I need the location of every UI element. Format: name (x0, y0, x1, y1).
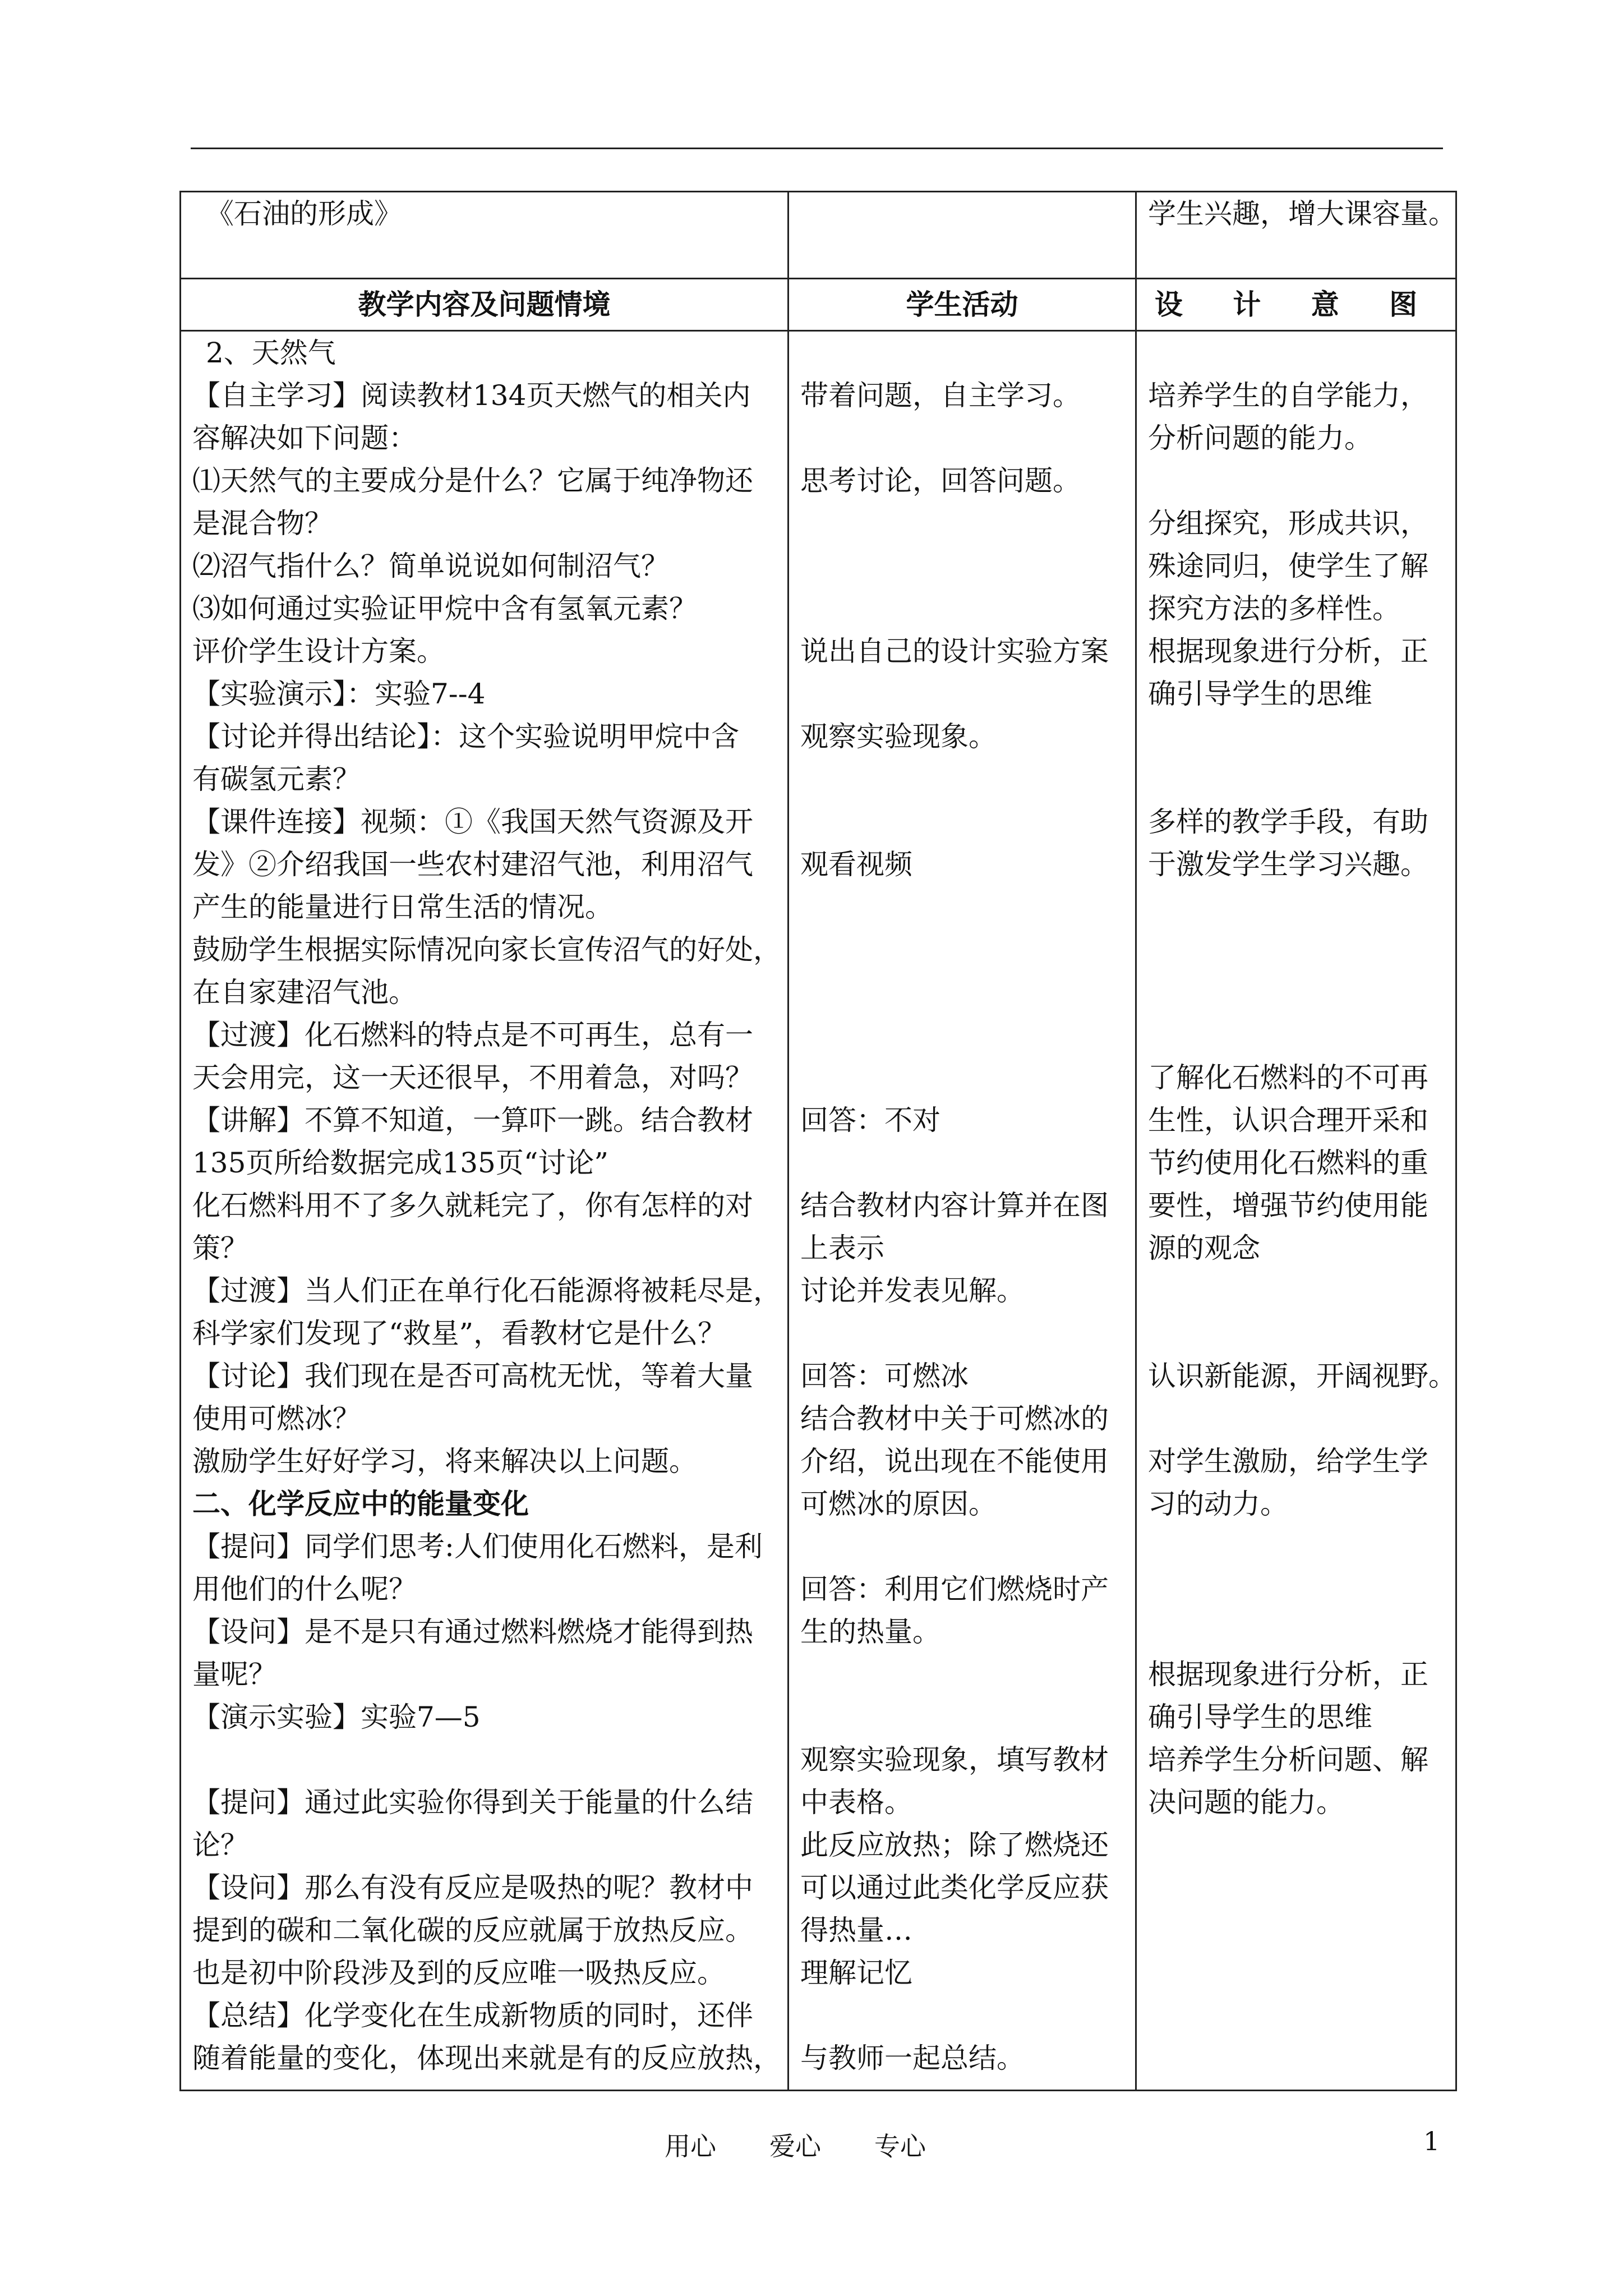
col2-line: 观看视频 (800, 848, 912, 881)
page-number: 1 (1423, 2126, 1440, 2156)
col1-line: 二、化学反应中的能量变化 (192, 1487, 529, 1520)
col3-line (1148, 459, 1444, 502)
col2-line (800, 758, 1124, 800)
col1-line: 【提问】通过此实验你得到关于能量的什么结 (192, 1786, 753, 1819)
col1-line: 【讨论并得出结论】：这个实验说明甲烷中含 (192, 720, 739, 753)
col2-line: 可以通过此类化学反应获 (800, 1871, 1109, 1904)
col2-line (800, 800, 1124, 843)
col3-line (1148, 971, 1444, 1014)
col1-line: 在自家建沼气池。 (192, 976, 417, 1009)
col1-line: 也是初中阶段涉及到的反应唯一吸热反应。 (192, 1957, 725, 1989)
col1-line: 化石燃料用不了多久就耗完了，你有怎样的对 (192, 1189, 753, 1222)
col2-line: 生的热量。 (800, 1616, 940, 1648)
table-header-row (181, 279, 1456, 331)
col2-line (800, 1014, 1124, 1056)
footer-word: 用心 (665, 2131, 716, 2161)
col2-line (800, 1056, 1124, 1099)
col1-line: 评价学生设计方案。 (192, 635, 445, 668)
col1-line: ⑵沼气指什么？简单说说如何制沼气？ (192, 550, 669, 582)
design-intent-cell (1136, 331, 1456, 2091)
col2-line: 此反应放热；除了燃烧还 (800, 1829, 1109, 1861)
col1-line: ⑴天然气的主要成分是什么？它属于纯净物还 (192, 464, 753, 497)
col2-line (800, 1653, 1124, 1696)
teaching-content-cell (181, 331, 789, 2091)
table-body-row (181, 331, 1456, 2091)
col2-line: 回答：利用它们燃烧时产 (800, 1573, 1109, 1605)
col3-line: 根据现象进行分析，正 (1148, 1658, 1428, 1691)
col1-line: 135页所给数据完成135页“讨论” (192, 1147, 608, 1179)
col3-line (1148, 1568, 1444, 1611)
col1-line: 鼓励学生根据实际情况向家长宣传沼气的好处， (192, 933, 781, 966)
col3-line: 分组探究，形成共识， (1148, 507, 1428, 540)
col3-line (1148, 1525, 1444, 1568)
col3-line: 源的观念 (1148, 1232, 1260, 1264)
col3-line (1148, 886, 1444, 928)
footer-word: 爱心 (769, 2131, 821, 2161)
col2-line (800, 673, 1124, 715)
col2-line (800, 971, 1124, 1014)
col3-line (1148, 1014, 1444, 1056)
col1-line: 【设问】那么有没有反应是吸热的呢？教材中 (192, 1871, 753, 1904)
header-design-intent: 设 计 意 图 (1136, 279, 1456, 331)
col3-line: 于激发学生学习兴趣。 (1148, 848, 1428, 881)
col1-line: 2、天然气 (206, 337, 336, 369)
col1-line: 使用可燃冰？ (192, 1402, 361, 1435)
col3-line: 根据现象进行分析，正 (1148, 635, 1428, 668)
col3-line: 决问题的能力。 (1148, 1786, 1344, 1819)
col3-line (1148, 715, 1444, 758)
col2-line (800, 545, 1124, 587)
col2-line (800, 1525, 1124, 1568)
col2-line (800, 332, 1124, 374)
col2-line (800, 1312, 1124, 1355)
col3-line: 培养学生的自学能力， (1148, 379, 1428, 412)
col1-line: 【总结】化学变化在生成新物质的同时，还伴 (192, 1999, 753, 2032)
header-rule (191, 148, 1443, 149)
col2-line: 讨论并发表见解。 (800, 1274, 1025, 1307)
footer-word: 专心 (874, 2131, 926, 2161)
col2-line: 观察实验现象。 (800, 720, 997, 753)
col3-line: 了解化石燃料的不可再 (1148, 1061, 1428, 1094)
col1-line: 策？ (192, 1232, 248, 1264)
col2-line: 说出自己的设计实验方案 (800, 635, 1109, 668)
col3-line: 习的动力。 (1148, 1488, 1288, 1520)
col2-line (800, 502, 1124, 545)
col2-line: 与教师一起总结。 (800, 2042, 1025, 2074)
col2-line: 结合教材中关于可燃冰的 (800, 1402, 1109, 1435)
col1-line: 是混合物？ (192, 507, 333, 540)
col1-line: 激励学生好好学习，将来解决以上问题。 (192, 1445, 697, 1478)
col1-line: 随着能量的变化，体现出来就是有的反应放热， (192, 2042, 781, 2074)
col1-line: 【讨论】我们现在是否可高枕无忧，等着大量 (192, 1360, 753, 1392)
col1-line: 产生的能量进行日常生活的情况。 (192, 891, 613, 923)
col3-line: 确引导学生的思维 (1148, 678, 1372, 710)
col1-line: 【演示实验】实验7—5 (192, 1701, 481, 1733)
col2-line: 思考讨论，回答问题。 (800, 464, 1081, 497)
header-student-activity: 学生活动 (789, 279, 1136, 331)
col3-line (1148, 332, 1444, 374)
col1-line: 有碳氢元素？ (192, 763, 361, 795)
col2-line (800, 417, 1124, 459)
col1-line: 容解决如下问题： (192, 422, 417, 454)
col1-line: 【过渡】当人们正在单行化石能源将被耗尽是， (192, 1274, 781, 1307)
col3-line: 分析问题的能力。 (1148, 422, 1372, 454)
col2-line: 中表格。 (800, 1786, 912, 1819)
col1-line: 【自主学习】阅读教材134页天燃气的相关内 (192, 379, 751, 412)
col1-line: 【实验演示】：实验7--4 (192, 678, 486, 710)
col3-line (1148, 928, 1444, 971)
col3-line (1148, 1397, 1444, 1440)
col1-line: 【设问】是不是只有通过燃料燃烧才能得到热 (192, 1616, 753, 1648)
col1-line: 论？ (192, 1829, 248, 1861)
continuation-cell-activity (789, 192, 1136, 279)
col3-line: 多样的教学手段，有助 (1148, 806, 1428, 838)
footer-motto (665, 2126, 979, 2163)
col1-line: 【讲解】不算不知道，一算吓一跳。结合教材 (192, 1104, 753, 1137)
lesson-plan-table (179, 191, 1457, 2091)
continuation-cell-content: 《石油的形成》 (181, 192, 789, 279)
col2-line (800, 928, 1124, 971)
col1-line: 量呢？ (192, 1658, 276, 1691)
col3-line (1148, 1312, 1444, 1355)
col3-line: 认识新能源，开阔视野。 (1148, 1360, 1456, 1392)
col3-line: 确引导学生的思维 (1148, 1701, 1372, 1733)
col1-line: 【提问】同学们思考:人们使用化石燃料，是利 (192, 1530, 763, 1563)
col3-line: 节约使用化石燃料的重 (1148, 1147, 1428, 1179)
col1-line: 【课件连接】视频：①《我国天然气资源及开 (192, 806, 753, 838)
col2-line (800, 1994, 1124, 2037)
col2-line: 上表示 (800, 1232, 884, 1264)
col2-line: 观察实验现象，填写教材 (800, 1743, 1109, 1776)
col2-line: 结合教材内容计算并在图 (800, 1189, 1109, 1222)
col3-line: 对学生激励，给学生学 (1148, 1445, 1428, 1478)
student-activity-cell (789, 331, 1136, 2091)
col2-line: 回答：不对 (800, 1104, 940, 1137)
col2-line: 得热量… (800, 1914, 912, 1947)
col1-line: 提到的碳和二氧化碳的反应就属于放热反应。 (192, 1914, 753, 1947)
col1-line: ⑶如何通过实验证甲烷中含有氢氧元素？ (192, 592, 697, 625)
continuation-row (181, 192, 1456, 279)
col1-line: 发》②介绍我国一些农村建沼气池，利用沼气 (192, 848, 753, 881)
col2-line: 介绍，说出现在不能使用 (800, 1445, 1109, 1478)
col3-line: 培养学生分析问题、解 (1148, 1743, 1428, 1776)
col3-line: 殊途同归，使学生了解 (1148, 550, 1428, 582)
col2-line: 理解记忆 (800, 1957, 912, 1989)
col2-line (800, 1142, 1124, 1184)
col1-line: 天会用完，这一天还很早，不用着急，对吗？ (192, 1061, 753, 1094)
col2-line (800, 587, 1124, 630)
col2-line: 带着问题，自主学习。 (800, 379, 1081, 412)
col2-line (800, 886, 1124, 928)
col2-line (800, 1696, 1124, 1738)
col1-line (192, 1738, 776, 1781)
col3-line (1148, 758, 1444, 800)
col3-line (1148, 1269, 1444, 1312)
col3-line: 生性，认识合理开采和 (1148, 1104, 1428, 1137)
col3-line: 探究方法的多样性。 (1148, 592, 1400, 625)
col2-line: 可燃冰的原因。 (800, 1488, 997, 1520)
col3-line (1148, 1611, 1444, 1653)
col1-line: 用他们的什么呢？ (192, 1573, 417, 1605)
col1-line: 【过渡】化石燃料的特点是不可再生，总有一 (192, 1019, 753, 1051)
page-footer (0, 2126, 1623, 2171)
header-teaching-content: 教学内容及问题情境 (181, 279, 789, 331)
col1-line: 科学家们发现了“救星”，看教材它是什么？ (192, 1317, 726, 1350)
continuation-cell-intent: 学生兴趣，增大课容量。 (1136, 192, 1456, 279)
col2-line: 回答：可燃冰 (800, 1360, 969, 1392)
col3-line: 要性，增强节约使用能 (1148, 1189, 1428, 1222)
